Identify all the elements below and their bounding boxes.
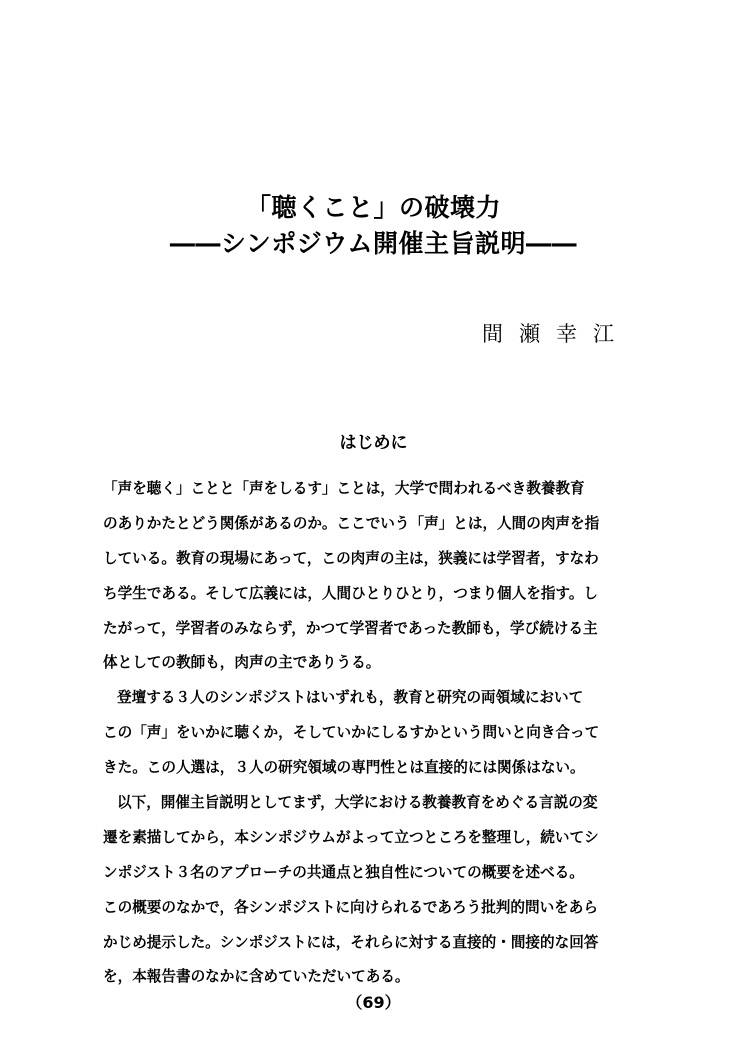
body-line: たがって，学習者のみならず，かつて学習者であった教師も，学び続ける主 (103, 619, 598, 637)
body-line: この「声」をいかに聴くか，そしていかにしるすかという問いと向き合って (103, 724, 600, 742)
title-block (0, 190, 747, 262)
body-line: きた。この人選は，３人の研究領域の専門性とは直接的には関係はない。 (103, 759, 585, 777)
body-line: を，本報告書のなかに含めていただいてある。 (103, 968, 410, 986)
body-line: ンポジスト３名のアプローチの共通点と独自性についての概要を述べる。 (103, 863, 584, 881)
page-number: （69） (346, 993, 401, 1012)
body-line: している。教育の現場にあって，この肉声の主は，狭義には学習者，すなわ (103, 549, 599, 567)
body-line: 体としての教師も，肉声の主でありうる。 (103, 654, 381, 672)
body-text (103, 472, 643, 995)
body-line: かじめ提示した。シンポジストには，それらに対する直接的・間接的な回答 (103, 933, 599, 951)
body-line: 登壇する３人のシンポジストはいずれも，教育と研究の両領域において (117, 689, 584, 707)
body-line: ち学生である。そして広義には，人間ひとりひとり，つまり個人を指す。し (103, 584, 599, 602)
title-main: 「聴くこと」の破壊力 (245, 193, 501, 222)
body-line: この概要のなかで，各シンポジストに向けられるであろう批判的問いをあら (103, 898, 598, 916)
body-line: 以下，開催主旨説明としてまず，大学における教養教育をめぐる言説の変 (117, 794, 598, 812)
body-line: のありかたとどう関係があるのか。ここでいう「声」とは，人間の肉声を指 (103, 514, 600, 532)
body-line: 遷を素描してから，本シンポジウムがよって立つところを整理し，続いてシ (103, 828, 599, 846)
body-line: 「声を聴く」ことと「声をしるす」ことは，大学で問われるべき教養教育 (103, 480, 585, 497)
section-heading: はじめに (339, 433, 408, 453)
author-name: 間瀬幸江 (482, 322, 630, 346)
title-subtitle: ――シンポジウム開催主旨説明―― (169, 229, 578, 258)
